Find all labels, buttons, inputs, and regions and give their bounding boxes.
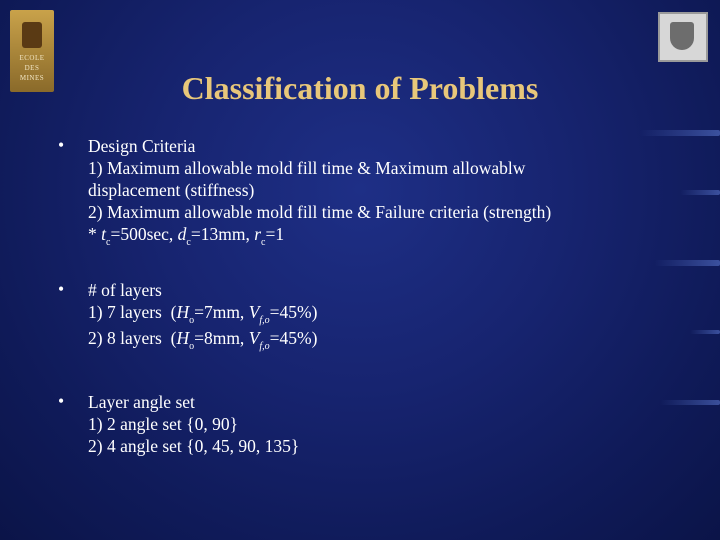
criteria-formula (88, 223, 658, 249)
decorative-streak (690, 330, 720, 334)
formula-value: =1 (265, 224, 285, 244)
formula-var: H (176, 328, 190, 348)
bullet-heading: Layer angle set (88, 392, 195, 412)
logo-text-line: DES (24, 64, 40, 72)
bullet-dot: • (58, 135, 65, 155)
formula-subscript: c (106, 237, 111, 248)
decorative-streak (680, 190, 720, 195)
logo-text-line: MINES (19, 74, 45, 82)
layer-option-text: 2) 8 layers ( (88, 328, 177, 348)
formula-prefix: * (88, 224, 102, 244)
crest-shield-icon (670, 22, 694, 50)
bullet-layer-angle-set (58, 391, 658, 457)
formula-value: =7mm, (194, 302, 249, 322)
formula-value: =8mm, (194, 328, 249, 348)
formula-var: V (248, 328, 260, 348)
logo-emblem-icon (22, 22, 42, 48)
bullet-heading: Design Criteria (88, 136, 196, 156)
formula-var: H (176, 302, 190, 322)
formula-value: =500sec, (110, 224, 178, 244)
bullet-line: 2) 4 angle set {0, 45, 90, 135} (88, 436, 300, 456)
decorative-streak (655, 260, 720, 266)
bullet-dot: • (58, 391, 65, 411)
logo-text-line: ECOLE (19, 54, 45, 62)
formula-var: t (101, 224, 106, 244)
layer-option-text: 1) 7 layers ( (88, 302, 177, 322)
formula-subscript: c (186, 237, 191, 248)
bullet-line: 1) 2 angle set {0, 90} (88, 414, 238, 434)
bullet-line: displacement (stiffness) (88, 180, 255, 200)
bullet-design-criteria (58, 135, 658, 249)
formula-value: =13mm, (190, 224, 255, 244)
formula-var: V (248, 302, 260, 322)
formula-subscript: o (189, 315, 195, 326)
formula-subscript: f,o (259, 315, 270, 326)
bullet-line: 2) Maximum allowable mold fill time & Failure criteria (strength) (88, 202, 552, 222)
slide-title: Classification of Problems (181, 70, 539, 106)
formula-var: d (177, 224, 187, 244)
formula-value: =45%) (269, 302, 318, 322)
university-crest-logo (658, 12, 708, 62)
layer-option (88, 301, 658, 327)
decorative-streak (660, 400, 720, 405)
bullet-list (58, 135, 658, 457)
formula-subscript: c (261, 237, 266, 248)
formula-subscript: o (189, 341, 195, 352)
bullet-dot: • (58, 279, 65, 299)
layer-option (88, 327, 658, 353)
formula-value: =45%) (269, 328, 318, 348)
formula-var: r (254, 224, 262, 244)
bullet-heading: # of layers (88, 280, 162, 300)
bullet-line: 1) Maximum allowable mold fill time & Maximum allowablw (88, 158, 526, 178)
bullet-layers (58, 279, 658, 353)
formula-subscript: f,o (259, 341, 270, 352)
